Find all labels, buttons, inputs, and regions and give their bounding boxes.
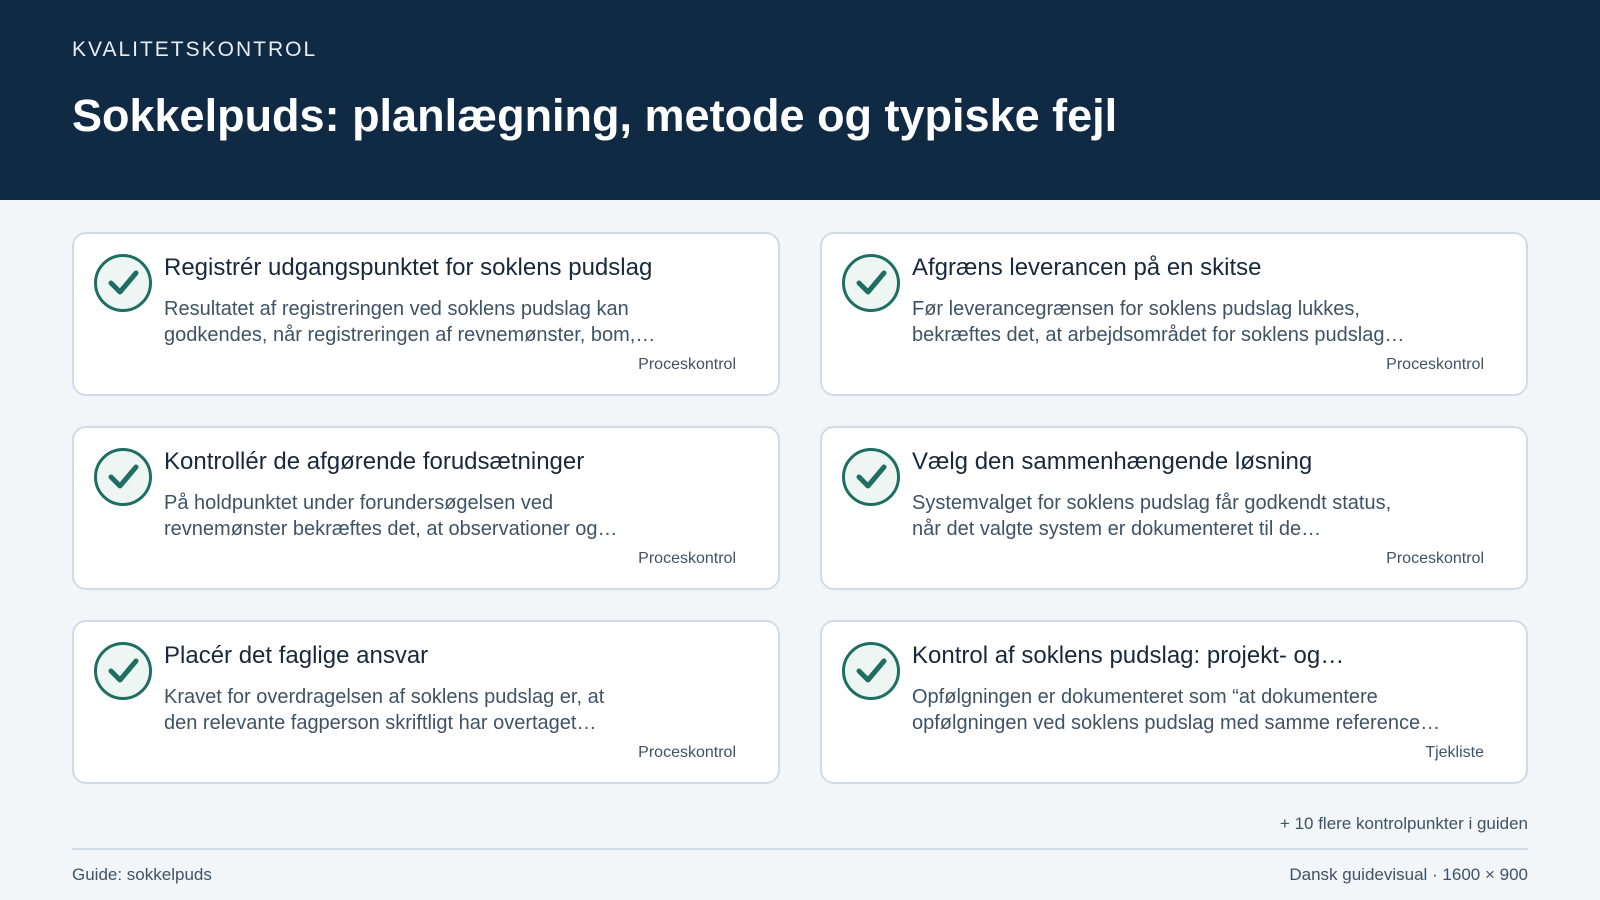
checkpoint-description [164, 684, 724, 736]
checkpoint-card[interactable] [72, 426, 780, 590]
description-line: opfølgningen ved soklens pudslag med samme reference… [912, 712, 1441, 734]
more-checkpoints-link[interactable]: + 10 flere kontrolpunkter i guiden [1279, 814, 1528, 833]
checkpoint-description [912, 296, 1472, 348]
check-circle-icon [842, 448, 900, 506]
footer-meta: Dansk guidevisual · 1600 × 900 [1289, 865, 1528, 884]
footer-divider [72, 848, 1528, 850]
checkpoint-title: Afgræns leverancen på en skitse [912, 254, 1262, 281]
checkpoint-card[interactable] [820, 232, 1528, 396]
checkpoint-category: Proceskontrol [1386, 550, 1484, 567]
checkpoint-category: Proceskontrol [638, 356, 736, 373]
checkpoint-card[interactable] [72, 620, 780, 784]
description-line: Før leverancegrænsen for soklens pudslag lukkes, [912, 298, 1360, 320]
description-line: Resultatet af registreringen ved soklens pudslag kan [164, 298, 629, 320]
description-line: revnemønster bekræftes det, at observationer og… [164, 518, 618, 540]
checkpoint-title: Registrér udgangspunktet for soklens pudslag [164, 254, 653, 281]
checkpoint-description [164, 296, 724, 348]
checkpoint-grid [72, 232, 1528, 784]
check-circle-icon [94, 642, 152, 700]
checkpoint-title: Kontrollér de afgørende forudsætninger [164, 448, 585, 475]
checkpoint-description [164, 490, 724, 542]
section-eyebrow: KVALITETSKONTROL [72, 38, 318, 61]
description-line: På holdpunktet under forundersøgelsen ved [164, 492, 554, 514]
check-circle-icon [94, 254, 152, 312]
description-line: Kravet for overdragelsen af soklens pudslag er, at [164, 686, 605, 708]
checkpoint-category: Proceskontrol [638, 744, 736, 761]
description-line: Opfølgningen er dokumenteret som “at dokumentere [912, 686, 1378, 708]
page-title: Sokkelpuds: planlægning, metode og typiske fejl [72, 90, 1118, 141]
page-header [0, 0, 1600, 200]
checkpoint-title: Kontrol af soklens pudslag: projekt- og… [912, 642, 1345, 669]
checkpoint-category: Proceskontrol [1386, 356, 1484, 373]
checkpoint-card[interactable] [820, 620, 1528, 784]
checkpoint-card[interactable] [72, 232, 780, 396]
description-line: den relevante fagperson skriftligt har overtaget… [164, 712, 597, 734]
description-line: når det valgte system er dokumenteret til de… [912, 518, 1322, 540]
checkpoint-description [912, 490, 1472, 542]
description-line: godkendes, når registreringen af revnemønster, bom,… [164, 324, 656, 346]
check-circle-icon [842, 254, 900, 312]
footer-guide-label: Guide: sokkelpuds [72, 865, 212, 884]
checkpoint-title: Vælg den sammenhængende løsning [912, 448, 1313, 475]
checkpoint-card[interactable] [820, 426, 1528, 590]
check-circle-icon [94, 448, 152, 506]
description-line: Systemvalget for soklens pudslag får godkendt status, [912, 492, 1392, 514]
checkpoint-category: Tjekliste [1425, 744, 1484, 761]
check-circle-icon [842, 642, 900, 700]
checkpoint-title: Placér det faglige ansvar [164, 642, 429, 669]
checkpoint-category: Proceskontrol [638, 550, 736, 567]
description-line: bekræftes det, at arbejdsområdet for soklens pudslag… [912, 324, 1405, 346]
checkpoint-description [912, 684, 1472, 736]
